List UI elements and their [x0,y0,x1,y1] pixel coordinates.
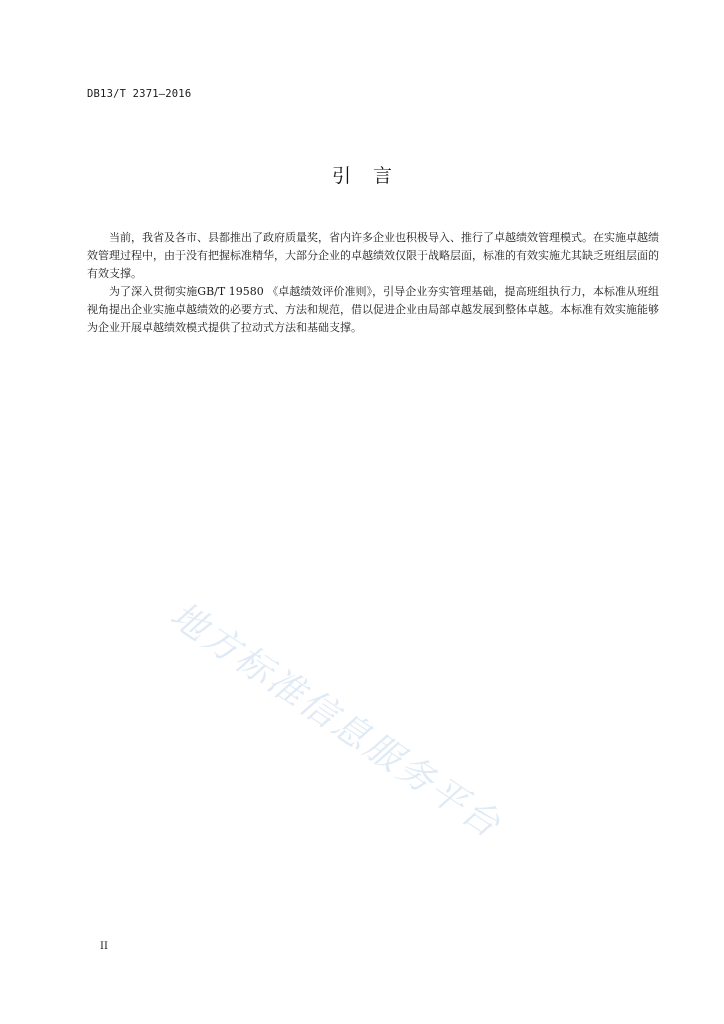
page-title [0,161,724,188]
document-code: DB13/T 2371—2016 [87,88,192,100]
title-char-2: 言 [373,165,393,187]
title-char-1: 引 [331,165,351,187]
paragraph-2: 为了深入贯彻实施GB/T 19580 《卓越绩效评价准则》，引导企业夯实管理基础，提高班组执行力，本标准从班组视角提出企业实施卓越绩效的必要方式、方法和规范，借以促进企业由局部卓越发展到整体卓越。本标准有效实施能够为企业开展卓越绩效模式提供了拉动式方法和基础支撑。 [87,285,659,334]
page-number: II [100,941,108,952]
paragraph-1: 当前，我省及各市、县都推出了政府质量奖，省内许多企业也积极导入、推行了卓越绩效管理模式。在实施卓越绩效管理过程中，由于没有把握标准精华，大部分企业的卓越绩效仅限于战略层面，标准的有效实施尤其缺乏班组层面的有效支撑。 [87,231,659,280]
introduction-body [87,229,659,337]
watermark-text: 地方标准信息服务平台 [162,594,509,847]
